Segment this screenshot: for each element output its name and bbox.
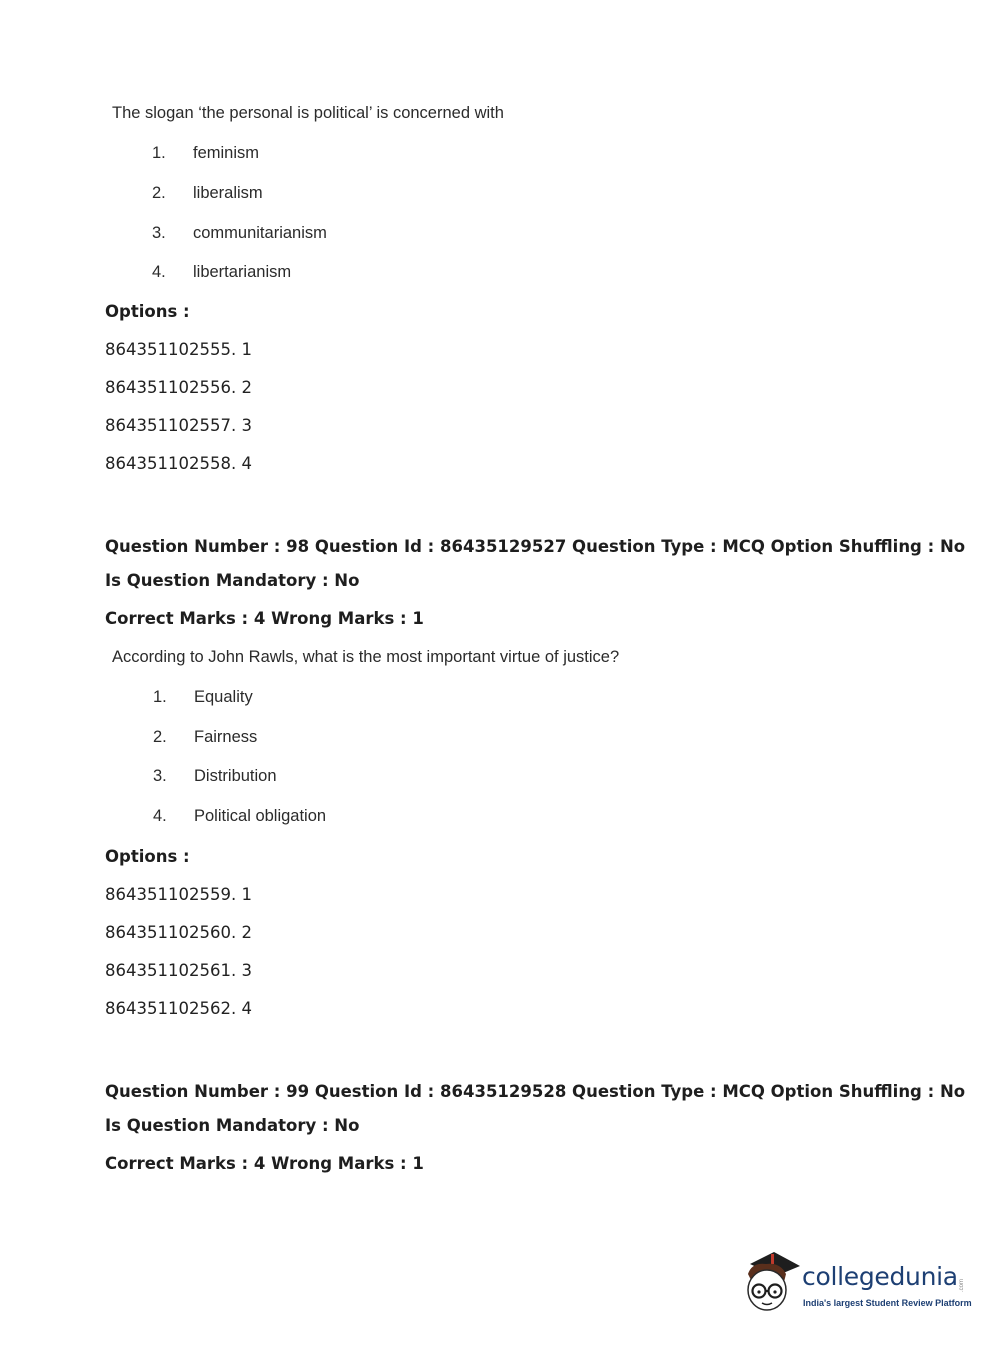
answer-number: 3. [152, 224, 166, 242]
option-line: 864351102557. 3 [105, 416, 252, 435]
answer-number: 3. [153, 767, 167, 785]
question-header: Question Number : 98 Question Id : 86435129527 Question Type : MCQ Option Shuffling : No [105, 537, 966, 556]
answer-text: communitarianism [193, 224, 327, 242]
question-text: The slogan ‘the personal is political’ is concerned with [112, 104, 504, 122]
answer-number: 2. [152, 184, 166, 202]
logo-wordmark: collegedunia [802, 1262, 958, 1291]
answer-number: 1. [152, 144, 166, 162]
answer-number: 1. [153, 688, 167, 706]
question-mandatory: Is Question Mandatory : No [105, 1116, 360, 1135]
collegedunia-logo [740, 1248, 970, 1318]
answer-number: 2. [153, 728, 167, 746]
answer-text: Distribution [194, 767, 277, 785]
answer-number: 4. [153, 807, 167, 825]
option-line: 864351102562. 4 [105, 999, 252, 1018]
option-line: 864351102561. 3 [105, 961, 252, 980]
options-label: Options : [105, 302, 190, 321]
question-text: According to John Rawls, what is the most important virtue of justice? [112, 648, 620, 666]
logo-tagline: India's largest Student Review Platform [803, 1298, 972, 1308]
option-line: 864351102555. 1 [105, 340, 252, 359]
question-header: Question Number : 99 Question Id : 86435129528 Question Type : MCQ Option Shuffling : No [105, 1082, 966, 1101]
logo-com: .com [959, 1278, 965, 1292]
question-mandatory: Is Question Mandatory : No [105, 571, 360, 590]
answer-text: feminism [193, 144, 260, 162]
answer-text: liberalism [193, 184, 263, 202]
option-line: 864351102560. 2 [105, 923, 252, 942]
mascot-icon [740, 1248, 802, 1318]
question-marks: Correct Marks : 4 Wrong Marks : 1 [105, 1154, 424, 1173]
option-line: 864351102556. 2 [105, 378, 252, 397]
answer-text: Fairness [194, 728, 258, 746]
options-label: Options : [105, 847, 190, 866]
answer-text: Political obligation [194, 807, 327, 825]
option-line: 864351102558. 4 [105, 454, 252, 473]
question-marks: Correct Marks : 4 Wrong Marks : 1 [105, 609, 424, 628]
answer-text: Equality [194, 688, 253, 706]
option-line: 864351102559. 1 [105, 885, 252, 904]
answer-number: 4. [152, 263, 166, 281]
answer-text: libertarianism [193, 263, 292, 281]
